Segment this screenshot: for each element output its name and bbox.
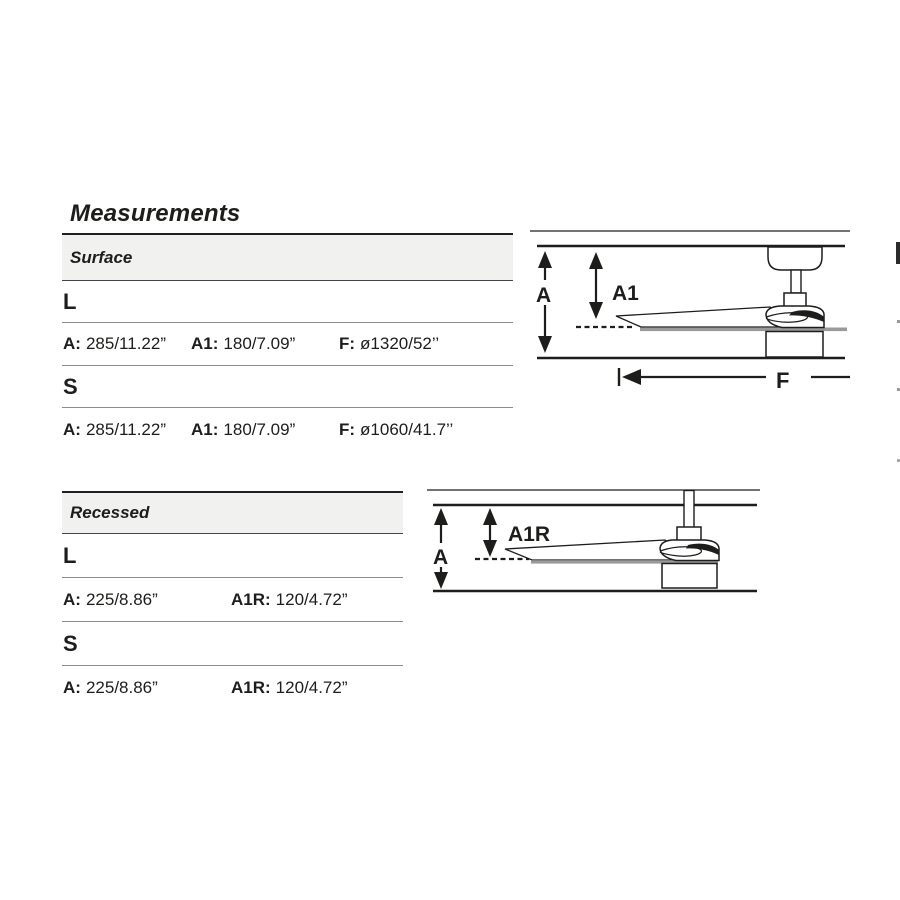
measurement-key: A1R: — [231, 589, 271, 609]
measurement-key: A1R: — [231, 678, 271, 697]
page-edge-fragment — [896, 242, 900, 391]
dimension-label-a1r: A1R — [508, 523, 551, 546]
measurement-f — [339, 420, 453, 440]
table-row — [62, 534, 403, 578]
rod-coupler — [784, 293, 806, 307]
dimension-label-a: A — [536, 284, 552, 307]
measurement-key: A: — [63, 589, 81, 609]
measurement-value: 120/4.72” — [275, 678, 348, 697]
measurement-value: 285/11.22” — [85, 334, 166, 353]
dimension-arrow-a — [532, 251, 556, 353]
rod-coupler — [677, 527, 701, 541]
measurement-value: 285/11.22” — [85, 419, 166, 439]
dimension-arrow-a — [429, 508, 452, 589]
dimension-label-a1: A1 — [612, 282, 639, 305]
measurement-key: F: — [339, 334, 356, 353]
recessed-mount-fan-diagram — [425, 485, 770, 600]
measurement-key: A1: — [191, 419, 219, 439]
measurement-value: 180/7.09” — [223, 334, 296, 353]
table-row — [62, 366, 513, 408]
measurement-a1 — [191, 334, 339, 354]
page-title: Measurements — [70, 200, 241, 227]
measurement-a — [63, 590, 231, 610]
surface-header-label: Surface — [70, 247, 133, 267]
measurement-key: A1: — [191, 334, 219, 353]
table-row — [62, 408, 513, 451]
measurement-value: 180/7.09” — [223, 419, 296, 439]
measurement-a — [63, 334, 191, 354]
measurement-a1 — [191, 420, 339, 440]
surface-table-header — [62, 235, 513, 281]
light-kit-box — [766, 332, 823, 358]
surface-mount-fan-diagram — [525, 222, 900, 397]
size-label-l: L — [63, 288, 77, 314]
measurement-a — [63, 678, 231, 698]
recessed-table-header — [62, 493, 403, 534]
downrod — [684, 491, 694, 528]
downrod — [791, 270, 801, 293]
dimension-label-a: A — [433, 546, 449, 569]
measurement-a1r — [231, 678, 348, 698]
size-label-s: S — [63, 373, 78, 399]
measurement-value: ø1320/52’’ — [360, 334, 440, 353]
table-row — [62, 666, 403, 710]
table-row — [62, 578, 403, 622]
measurement-key: F: — [339, 419, 356, 439]
recessed-header-label: Recessed — [70, 503, 150, 522]
measurement-key: A: — [63, 334, 81, 353]
size-label-l: L — [63, 542, 77, 568]
surface-measurements-table — [62, 233, 513, 451]
measurement-value: 225/8.86” — [85, 678, 158, 697]
measurement-a1r — [231, 590, 348, 610]
table-row — [62, 622, 403, 666]
measurement-value: 120/4.72” — [275, 589, 348, 609]
measurement-key: A: — [63, 678, 81, 697]
recessed-measurements-table — [62, 491, 403, 710]
measurement-f — [339, 334, 439, 354]
dimension-label-f: F — [776, 368, 790, 393]
measurement-value: 225/8.86” — [85, 589, 158, 609]
measurement-value: ø1060/41.7’’ — [360, 419, 454, 439]
fan-graphic — [616, 247, 847, 357]
table-row — [62, 323, 513, 366]
dimension-arrow-f — [619, 368, 850, 393]
measurement-key: A: — [63, 419, 81, 439]
ceiling-canopy — [768, 247, 822, 270]
table-row — [62, 281, 513, 323]
dimension-arrow-a1 — [589, 252, 639, 319]
light-kit-box — [662, 564, 717, 589]
size-label-s: S — [63, 630, 78, 656]
measurement-a — [63, 420, 191, 440]
